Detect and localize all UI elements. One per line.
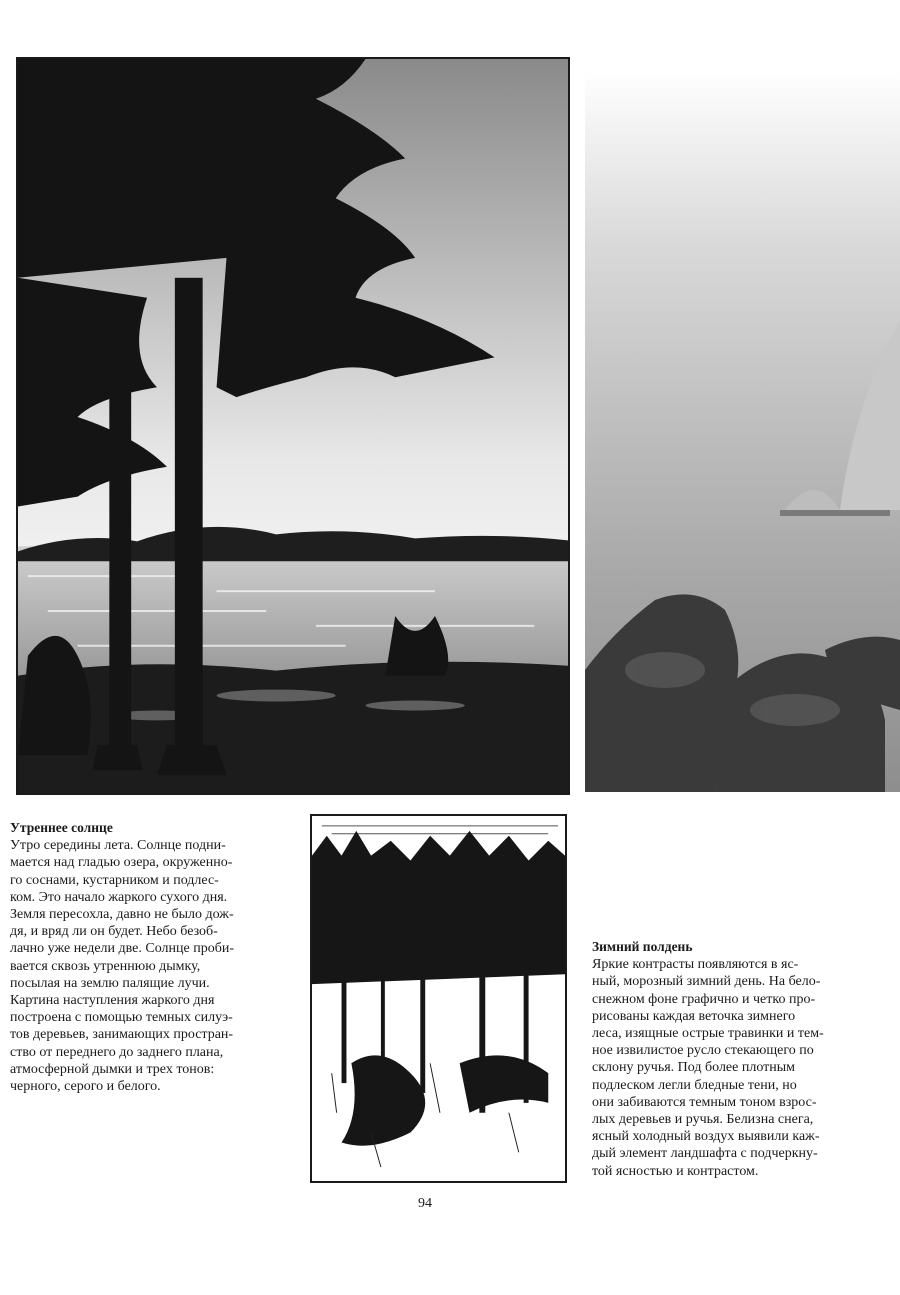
illustration-morning-sun: [16, 57, 570, 795]
caption-title: Зимний полдень: [592, 939, 693, 954]
morning-lake-drawing: [18, 59, 568, 793]
page-number: 94: [418, 1196, 432, 1211]
caption-title: Утреннее солнце: [10, 820, 113, 835]
winter-forest-drawing: [312, 816, 565, 1181]
sailboat-drawing: [585, 70, 900, 792]
caption-body: Утро середины лета. Солнце подни- мается над гладью озера, окруженно- го соснами, кустарником и подлес- ком. Это начало жаркого сухого дня. Земля пересохла, давно не было дож- дя, и вряд ли он будет. Небо безоб- лачно уже недели две. Солнце проби- вается сквозь утреннюю дымку, посылая на землю палящие лучи. Картина наступления жаркого дня построена с помощью темных силуэ- тов деревьев, занимающих простран- ство от переднего до заднего плана, атмосферной дымки и трех тонов: черного, серого и белого.: [10, 838, 234, 1095]
illustration-sea-sailboat: [585, 70, 900, 792]
caption-winter-noon: [592, 938, 892, 1180]
caption-morning-sun: [10, 819, 295, 1095]
caption-body: Яркие контрасты появляются в яс- ный, морозный зимний день. На бело- снежном фоне графично и четко про- рисованы каждая веточка зимнего леса, изящные острые травинки и тем- ное извилистое русло стекающего по склону ручья. Под более плотным подлеском легли бледные тени, но они забиваются темным тоном взрос- лых деревьев и ручья. Белизна снега, ясный холодный воздух выявили каж- дый элемент ландшафта с подчеркну- той ясностью и контрастом.: [592, 957, 824, 1179]
illustration-winter-noon: [310, 814, 567, 1183]
